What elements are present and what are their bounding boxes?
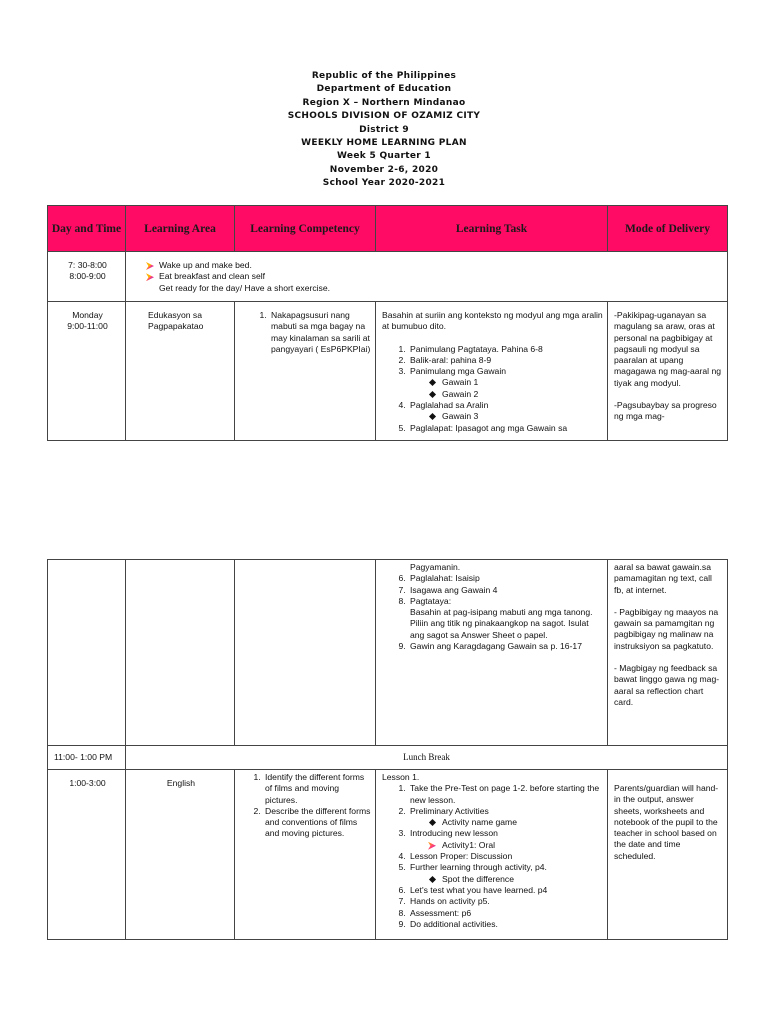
english-learning-area: English — [126, 770, 235, 940]
col-header-day-time: Day and Time — [48, 206, 126, 252]
document-header — [0, 70, 768, 191]
learning-plan-table-part1 — [47, 205, 728, 441]
table-row-lunch — [48, 746, 728, 770]
monday-learning-area: Edukasyon sa Pagpapakatao — [126, 302, 235, 441]
arrow-bullet-icon — [428, 842, 436, 850]
col-header-learning-task: Learning Task — [376, 206, 608, 252]
header-line: Republic of the Philippines — [311, 71, 457, 81]
col-header-learning-competency: Learning Competency — [235, 206, 376, 252]
diamond-bullet-icon — [429, 413, 436, 420]
arrow-bullet-icon — [146, 262, 154, 270]
header-line: District 9 — [359, 124, 409, 135]
table-row-morning — [48, 252, 728, 302]
english-mode-of-delivery: Parents/guardian will hand-in the output, answer sheets, worksheets and notebook of the pupil to the teacher in school based on the date and time scheduled. — [608, 770, 728, 940]
english-time: 1:00-3:00 — [48, 770, 126, 940]
list-item: Wake up and make bed. — [146, 260, 723, 271]
table-row-monday-continued — [48, 560, 728, 746]
list-item: Get ready for the day/ Have a short exercise. — [159, 282, 331, 293]
col-header-mode-of-delivery: Mode of Delivery — [608, 206, 728, 252]
diamond-bullet-icon — [429, 391, 436, 398]
diamond-bullet-icon — [429, 379, 436, 386]
table-row-monday — [48, 302, 728, 441]
header-line: Week 5 Quarter 1 — [337, 151, 431, 162]
header-line: Region X – Northern Mindanao — [302, 97, 466, 108]
diamond-bullet-icon — [429, 819, 436, 826]
monday-day-time: Monday 9:00-11:00 — [48, 302, 126, 441]
english-learning-task: Lesson 1. 1. Take the Pre-Test on page 1-2. before starting the new lesson. 2. Preliminary Activities Activity name game 3. Introducing new lesson Activity1: Oral 4. Lesson Proper: Discussion 5. Further learning through activity, p4. Spot the difference 6. Let's test what you have learned. p4 7. Hands on activity p5. 8. Assessment: p6 9. Do additional activities. — [376, 770, 608, 940]
arrow-bullet-icon — [146, 273, 154, 281]
monday-mode-of-delivery-continued: aaral sa bawat gawain.sa pamamagitan ng text, call fb, at internet. - Pagbibigay ng maayos na gawain sa pamamgitan ng pagbibigay ng malinaw na instruksiyon sa pagkatuto. - Magbigay ng feedback sa bawat linggo gawa ng mag-aaral sa reflection chart card. — [608, 560, 728, 746]
monday-competency: 1. Nakapagsusuri nang mabuti sa mga bagay na may kinalaman sa sarili at pangyayari ( EsP6PKPIai) — [235, 302, 376, 441]
monday-learning-task-continued: Pagyamanin. 6. Paglalahat: Isaisip 7. Isagawa ang Gawain 4 8. Pagtataya: Basahin at pag-isipang mabuti ang mga tanong. Piliin ang titik ng pinakaangkop na sagot. Isulat ang sagot sa Answer Sheet o papel. 9. Gawin ang Karagdagang Gawain sa p. 16-17 — [376, 560, 608, 746]
diamond-bullet-icon — [429, 876, 436, 883]
morning-times: 7: 30-8:00 8:00-9:00 — [48, 252, 126, 302]
header-line: School Year 2020-2021 — [322, 178, 446, 189]
list-item: Eat breakfast and clean self — [146, 271, 723, 282]
header-line: November 2-6, 2020 — [329, 164, 439, 175]
col-header-learning-area: Learning Area — [126, 206, 235, 252]
header-line: SCHOOLS DIVISION OF OZAMIZ CITY — [287, 111, 481, 122]
monday-mode-of-delivery: -Pakikipag-uganayan sa magulang sa araw, oras at personal na pagbibigay at pagsauli ng modyul sa paaralan at upang magagawa ng mag-aaral ng tiyak ang modyul. -Pagsubaybay sa progreso ng mga mag- — [608, 302, 728, 441]
morning-routine — [126, 252, 728, 302]
english-competency: 1. Identify the different forms of films and moving pictures. 2. Describe the different forms and conventions of films and moving pictures. — [235, 770, 376, 940]
lunch-label: Lunch Break — [126, 746, 728, 770]
header-line: WEEKLY HOME LEARNING PLAN — [301, 138, 467, 149]
lunch-time: 11:00- 1:00 PM — [48, 746, 126, 770]
monday-learning-task: Basahin at suriin ang konteksto ng modyul ang mga aralin at bumubuo dito. 1. Panimulang Pagtataya. Pahina 6-8 2. Balik-aral: pahina 8-9 3. Panimulang mga Gawain Gawain 1 Gawain 2 4. Paglalahad sa Aralin Gawain 3 5. Paglalapat: Ipasagot ang mga Gawain sa — [376, 302, 608, 441]
table-row-english — [48, 770, 728, 940]
learning-plan-table-part2 — [47, 559, 728, 940]
header-line: Department of Education — [316, 84, 452, 95]
